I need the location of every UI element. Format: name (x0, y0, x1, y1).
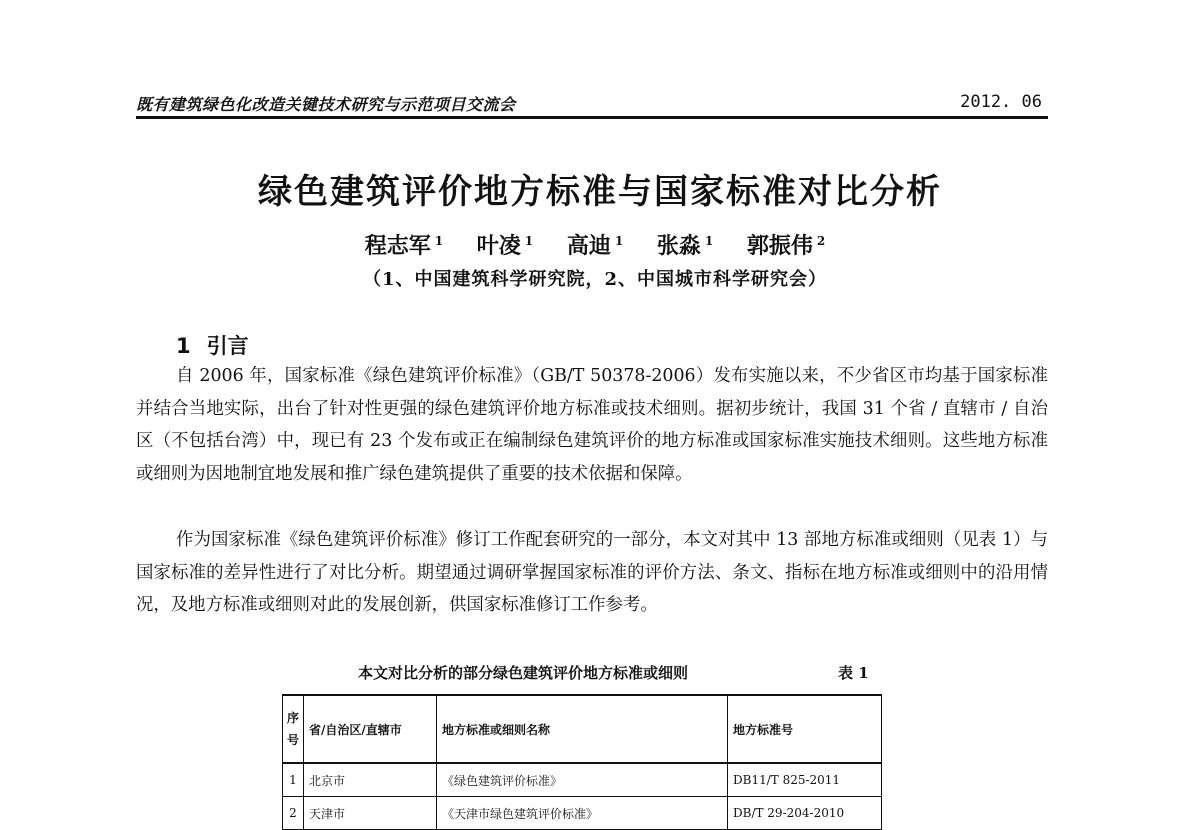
cell-standard-name: 《绿色建筑评价标准》 (437, 763, 728, 797)
table-row (283, 763, 882, 797)
header-cell-standard-code: 地方标准号 (728, 695, 882, 763)
author-name: 高迪 (566, 233, 611, 259)
table-number: 表 1 (838, 664, 869, 682)
cell-seq: 1 (283, 763, 304, 797)
author (657, 233, 713, 259)
section-heading (176, 330, 249, 360)
body-paragraph: 作为国家标准《绿色建筑评价标准》修订工作配套研究的一部分，本文对其中 13 部地方标准或细则（见表 1）与国家标准的差异性进行了对比分析。期望通过调研掌握国家标准的评价方法、条文、指标在地方标准或细则中的沿用情况，及地方标准或细则对此的发展创新，供国家标准修订工作参考。 (136, 530, 1048, 616)
cell-standard-code: DB/T 29-204-2010 (728, 797, 882, 830)
cell-standard-code: DB11/T 825-2011 (728, 763, 882, 797)
author-affiliation-mark: 2 (816, 233, 826, 248)
author-affiliation-mark: 1 (704, 233, 714, 248)
author-affiliation-mark: 1 (524, 233, 534, 248)
table-header-row (283, 695, 882, 763)
header-date: 2012. 06 (960, 92, 1042, 112)
section-number: 1 (176, 334, 191, 358)
body-paragraph: 自 2006 年，国家标准《绿色建筑评价标准》（GB/T 50378-2006）发布实施以来，不少省区市均基于国家标准并结合当地实际，出台了针对性更强的绿色建筑评价地方标准或技术细则。据初步统计，我国 31 个省 / 直辖市 / 自治区（不包括台湾）中，现已有 23 个发布或正在编制绿色建筑评价的地方标准或国家标准实施技术细则。这些地方标准或细则为因地制宜地发展和推广绿色建筑提供了重要的技术依据和保障。 (136, 366, 1048, 484)
cell-region: 天津市 (304, 797, 437, 830)
standards-table (282, 694, 882, 830)
table-caption: 本文对比分析的部分绿色建筑评价地方标准或细则 (358, 664, 689, 682)
header-conference-title: 既有建筑绿色化改造关键技术研究与示范项目交流会 (136, 95, 516, 114)
author-name: 郭振伟 (746, 233, 813, 259)
table-row (283, 797, 882, 830)
cell-standard-name: 《天津市绿色建筑评价标准》 (437, 797, 728, 830)
author (365, 233, 443, 259)
author-affiliation-mark: 1 (614, 233, 624, 248)
author (747, 233, 825, 259)
paper-title: 绿色建筑评价地方标准与国家标准对比分析 (258, 172, 942, 212)
author (567, 233, 623, 259)
header-cell-seq: 序号 (283, 695, 304, 763)
running-header (136, 90, 1048, 119)
author-list (0, 229, 1190, 260)
affiliation-line: （1、中国建筑科学研究院，2、中国城市科学研究会） (362, 269, 828, 290)
author (477, 233, 533, 259)
header-cell-region: 省/自治区/直辖市 (304, 695, 437, 763)
section-title: 引言 (206, 334, 249, 358)
author-name: 张淼 (656, 233, 701, 259)
author-name: 程志军 (364, 233, 431, 259)
author-affiliation-mark: 1 (434, 233, 444, 248)
author-name: 叶凌 (476, 233, 521, 259)
header-cell-standard-name: 地方标准或细则名称 (437, 695, 728, 763)
cell-region: 北京市 (304, 763, 437, 797)
cell-seq: 2 (283, 797, 304, 830)
